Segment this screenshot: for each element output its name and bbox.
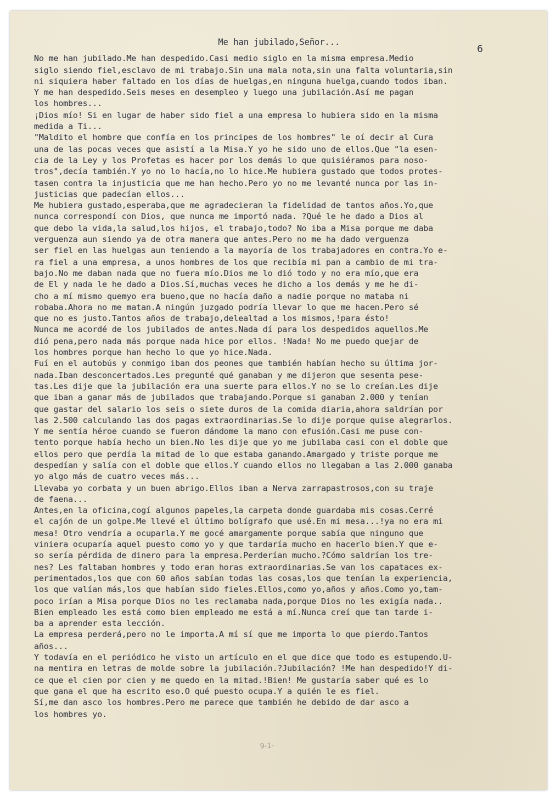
text-line: de El y nada le he dado a Dios.Sí,muchas veces he dicho a los demás y me he di- xyxy=(34,279,419,290)
text-line: perimentados,los que con 60 años sabían todas las cosas,los que tenían la experiencia, xyxy=(34,572,453,583)
text-line: justicias que padecían ellos... xyxy=(34,188,185,199)
text-line: La empresa perderá,pero no le importa.A mí sí que me importa lo que pierdo.Tantos xyxy=(34,629,429,640)
text-line: ce que el cien por cien y me quedo en la mitad.!Bien! Me gustaría saber qué es lo xyxy=(34,674,429,685)
text-line: mesa! Otro vendría a ocuparla.Y me gocé amargamente porque sabía que ninguno que xyxy=(34,527,424,538)
text-line: Fuí en el autobús y conmigo iban dos peones que también habían hecho su última jor- xyxy=(34,358,438,369)
text-line: ¡Dios mío! Si en lugar de haber sido fiel a una empresa lo hubiera sido en la misma xyxy=(34,109,438,120)
text-line: que no es justo.Tantos años de trabajo,delealtad a los mismos,!para ésto! xyxy=(34,313,390,324)
text-line: dió pena,pero nada más porque nada hice por ellos. !Nada! No me puedo quejar de xyxy=(34,335,419,346)
text-line: Y todavía en el periódico he visto un artículo en el que dice que todo es estupendo.U- xyxy=(34,652,453,663)
text-line: bajo.No me daban nada que no fuera mío.Dios me lo dió todo y no era mío,que era xyxy=(34,267,419,278)
text-line: que gana el que ha escrito eso.O qué puesto ocupa.Y a quién le es fiel. xyxy=(34,685,380,696)
text-line: yo algo más de cuatro veces más... xyxy=(34,471,200,482)
text-line: el cajón de un golpe.Me llevé el último bolígrafo que usé.En mi mesa...!ya no era mi xyxy=(34,516,443,527)
text-line: poco irían a Misa porque Dios no les reclamaba nada,porque Dios no les exigía nada.. xyxy=(34,595,443,606)
text-line: cia de la Ley y los Profetas es hacer por los demás lo que quisiéramos para noso- xyxy=(34,154,429,165)
text-line: ni siquiera haber faltado en los días de huelgas,en ninguna huelga,cuando todos iban. xyxy=(34,75,448,86)
text-line: siglo siendo fiel,esclavo de mi trabajo.Sin una mala nota,sin una falta voluntaria,sin xyxy=(34,64,453,75)
text-line: que gastar del salario los seis o siete duros de la comida diaria,ahora saldrían por xyxy=(34,403,443,414)
text-line: Y me han despedido.Seis meses en desempleo y luego una jubilación.Así me pagan xyxy=(34,87,414,98)
text-line: verguenza aun siendo ya de otra manera que antes.Pero no me ha dado verguenza xyxy=(34,234,409,245)
text-line: "Maldito el hombre que confía en los principes de los hombres" le oí decir al Cura xyxy=(34,132,434,143)
text-line: medida a Ti... xyxy=(34,121,103,132)
text-line: Llevaba yo corbata y un buen abrigo.Ellos iban a Nerva zarrapastrosos,con su traje xyxy=(34,482,434,493)
text-line: que iban a ganar más de jubilados que trabajando.Porque si ganaban 2.000 y tenían xyxy=(34,392,429,403)
text-line: No me han jubilado.Me han despedido.Casi medio siglo en la misma empresa.Medio xyxy=(34,53,414,64)
body-text xyxy=(34,53,524,720)
text-line: Bien empleado les está como bien empleado me está a mí.Nunca creí que tan tarde i- xyxy=(34,606,434,617)
text-line: Nunca me acordé de los jubilados de antes.Nada dí para los despedidos aquellos.Me xyxy=(34,324,429,335)
text-line: los que valían más,los que habían sido fieles.Ellos,como yo,años y años.Como yo,tam- xyxy=(34,584,443,595)
text-line: tas.Les dije que la jubilación era una suerte para ellos.Y no se lo creían.Les dije xyxy=(34,380,438,391)
text-line: que debo la vida,la salud,los hijos, el trabajo,todo? No iba a Misa porque me daba xyxy=(34,222,434,233)
text-line: Sí,me dan asco los hombres.Pero me parece que también he debido de dar asco a xyxy=(34,697,409,708)
text-line: tasen contra la injusticia que me han hecho.Pero yo no me levanté nunca por las in- xyxy=(34,177,438,188)
text-line: ser fiel en las huelgas aun teniendo a la mayoría de los trabajadores en contra.Yo e- xyxy=(34,245,448,256)
text-line: ba a aprender esta lección. xyxy=(34,618,166,629)
text-line: los hombres porque han hecho lo que yo hice.Nada. xyxy=(34,347,273,358)
text-line: na mentira en letras de molde sobre la jubilación.?Jubilación? !Me han despedido!Y di- xyxy=(34,663,453,674)
text-line: Me hubiera gustado,esperaba,que me agradecieran la fidelidad de tantos años.Yo,que xyxy=(34,200,434,211)
typed-text xyxy=(34,32,524,720)
text-line: Antes,en la oficina,cogí algunos papeles,la carpeta donde guardaba mis cosas.Cerré xyxy=(34,505,434,516)
text-line: los hombres yo. xyxy=(34,708,108,719)
text-line: robaba.Ahora no me matan.A ningún juzgado podría llevar lo que me hacen.Pero sé xyxy=(34,301,419,312)
text-line: cho a mí mismo quemyo era bueno,que no hacía daño a nadie porque no mataba ni xyxy=(34,290,409,301)
text-line: de faena... xyxy=(34,493,88,504)
text-line: Y me sentía héroe cuando se fueron dándome la mano con efusión.Casi me puse con- xyxy=(34,426,424,437)
text-line: ra fiel a una empresa, a unos hombres de los que recibía mi pan a cambio de mi tra- xyxy=(34,256,438,267)
text-line: las 2.500 calculando las dos pagas extraordinarias.Se lo dije porque quise alegrarlos. xyxy=(34,414,453,425)
text-line: nada.Iban desconcertados.Les pregunté qué ganaban y me dijeron que sesenta pese- xyxy=(34,369,424,380)
text-line: viniera ocuparía aquel puesto como yo y que tardaría mucho en hacerlo bien.Y que e- xyxy=(34,539,438,550)
text-line: los hombres... xyxy=(34,98,103,109)
document-title: Me han jubilado,Señor... xyxy=(218,38,340,48)
text-line: despedían y salía con el doble que ellos.Y cuando ellos no llegaban a las 2.000 ganaba xyxy=(34,459,453,470)
text-line: nunca correspondí con Dios, que nunca me importó nada. ?Qué le he dado a Dios al xyxy=(34,211,424,222)
pencil-note: 9-1- xyxy=(259,741,275,751)
page-number: 6 xyxy=(477,44,484,55)
text-line: años... xyxy=(34,640,69,651)
text-line: nes? Les faltaban hombres y todo eran horas extraordinarias.Se van los capataces ex- xyxy=(34,561,443,572)
text-line: tros",decía también.Y yo no lo hacía,no lo hice.Me hubiera gustado que todos protes- xyxy=(34,166,443,177)
text-line: tento porque había hecho un bien.No les dije que yo me jubilaba casi con el doble que xyxy=(34,437,448,448)
text-line: una de las pocas veces que asistí a la Misa.Y yo he sido uno de ellos.Que "la esen- xyxy=(34,143,438,154)
text-line: ellos pero que perdía la mitad de lo que estaba ganando.Amargado y triste porque me xyxy=(34,448,438,459)
text-line: so sería pérdida de dinero para la empresa.Perderían mucho.?Cómo saldrían los tre- xyxy=(34,550,434,561)
